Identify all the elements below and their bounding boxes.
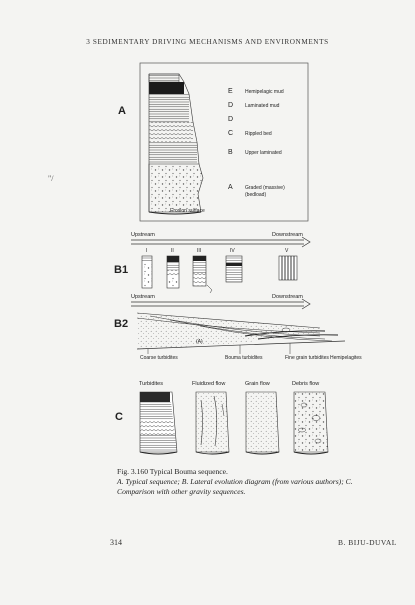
- panel-label-b2: B2: [114, 318, 129, 330]
- panel-b1-flow-arrow: [131, 232, 310, 247]
- panel-b2-lateral-diagram: [137, 313, 345, 354]
- b1-upstream-label: Upstream: [131, 232, 155, 238]
- footer-author: B. BIJU-DUVAL: [338, 538, 397, 547]
- interval-letter-c: C: [228, 130, 234, 137]
- b1-numeral-1: I: [146, 248, 148, 254]
- caption-title: Fig. 3.160 Typical Bouma sequence.: [117, 467, 228, 476]
- c-title-fluidized-flow: Fluidized flow: [192, 381, 226, 387]
- panel-label-b1: B1: [114, 264, 129, 276]
- b1-downstream-label: Downstream: [272, 232, 303, 238]
- b1-numeral-4: IV: [230, 248, 235, 254]
- b2-inner-label: (A): [196, 339, 203, 345]
- interval-desc-e: Hemipelagic mud: [245, 89, 284, 95]
- c-column-debris-flow: [294, 392, 328, 454]
- b2-upstream-label: Upstream: [131, 294, 155, 300]
- b1-column-5: [279, 256, 297, 280]
- c-column-turbidites: [140, 392, 177, 454]
- interval-letter-b: B: [228, 149, 233, 156]
- b1-numeral-2: II: [171, 248, 174, 254]
- running-header: 3 SEDIMENTARY DRIVING MECHANISMS AND ENVIRONMENTS: [86, 38, 329, 46]
- interval-desc-b: Upper laminated: [245, 150, 282, 156]
- b1-column-1: [142, 256, 152, 288]
- b1-column-2: [167, 256, 179, 288]
- panel-label-c: C: [115, 411, 123, 423]
- figure-caption: [117, 467, 357, 497]
- interval-desc-c: Rippled bed: [245, 131, 272, 137]
- c-column-grain-flow: [246, 392, 279, 454]
- interval-letter-d-lower: D: [228, 116, 234, 123]
- panel-a-column: [149, 74, 203, 214]
- panel-c-titles: [139, 381, 319, 387]
- stray-mark: "/: [48, 174, 54, 183]
- caption-body: A. Typical sequence; B. Lateral evolution diagram (from various authors); C. Comparison with other gravity sequences.: [117, 477, 353, 496]
- b1-column-4: [226, 256, 242, 282]
- c-title-debris-flow: Debris flow: [292, 381, 320, 387]
- interval-letter-e: E: [228, 88, 233, 95]
- panel-b2-flow-arrow: [131, 294, 310, 309]
- interval-letter-a: A: [228, 184, 233, 191]
- b2-label-coarse: Coarse turbidites: [140, 355, 178, 361]
- b1-numeral-5: V: [285, 248, 289, 254]
- c-title-grain-flow: Grain flow: [245, 381, 270, 387]
- erosion-surface-label: Erosion surface: [170, 208, 205, 214]
- interval-desc-a-extra: (bedload): [245, 192, 267, 198]
- panel-b1-columns: [142, 248, 297, 293]
- b1-column-3: [193, 256, 212, 293]
- c-title-turbidites: Turbidites: [139, 381, 163, 387]
- b2-downstream-label: Downstream: [272, 294, 303, 300]
- b1-numeral-3: III: [197, 248, 202, 254]
- interval-desc-d-upper: Laminated mud: [245, 103, 280, 109]
- page-number: 314: [110, 538, 122, 547]
- interval-letter-d-upper: D: [228, 102, 234, 109]
- b2-label-fine: Fine grain turbidites: [285, 355, 329, 361]
- interval-desc-a: Graded (massive): [245, 185, 285, 191]
- b2-label-hemipelagites: Hemipelagites: [330, 355, 362, 361]
- c-column-fluidized-flow: [196, 392, 229, 454]
- panel-b2-bottom-labels: [140, 355, 362, 361]
- b2-label-bouma: Bouma turbidites: [225, 355, 263, 361]
- panel-label-a: A: [118, 105, 126, 117]
